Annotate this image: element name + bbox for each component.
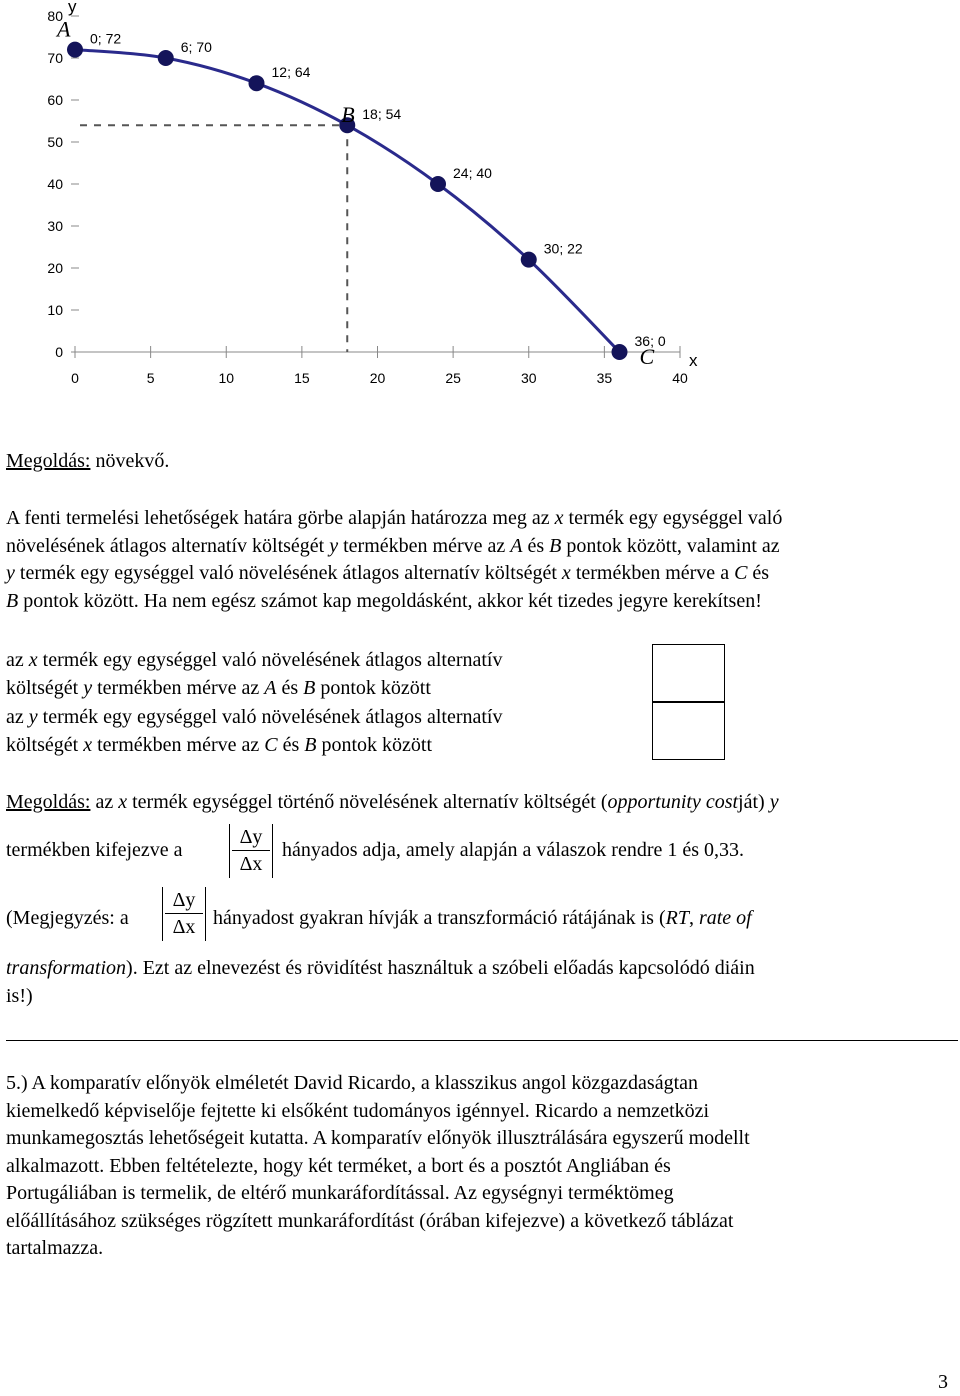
y-tick-label: 20 (47, 260, 63, 276)
section-5 (6, 1070, 951, 1263)
data-label: 0; 72 (90, 30, 122, 47)
x-axis-title: x (689, 351, 698, 370)
section-5-line: munkamegosztás lehetőségeit kutatta. A komparatív előnyök illusztrálására egyszerű modellt (6, 1127, 750, 1149)
data-label: 6; 70 (180, 39, 212, 55)
point-letter: C (639, 344, 655, 369)
note-line-2: transformation). Ezt az elnevezést és rövidítést használtuk a szóbeli előadás kapcsolódó diáin is!) (6, 957, 755, 1007)
note-fraction-numerator: Δy (165, 887, 203, 914)
task-paragraph (6, 505, 951, 615)
solution-2-line-1: Megoldás: az x termék egységgel történő növelésének alternatív költségét (opportunity costját) y (6, 791, 779, 813)
data-point (249, 75, 265, 91)
section-divider (6, 1040, 958, 1041)
x-tick-label: 30 (520, 370, 537, 386)
solution-2-text-a: termékben kifejezve a (6, 839, 183, 861)
y-tick-label: 30 (47, 218, 63, 234)
x-tick-label: 40 (672, 370, 688, 386)
point-letter: A (57, 16, 71, 42)
task-line-3: y termék egy egységgel való növelésének átlagos alternatív költségét x termékben mérve a C és (6, 562, 770, 584)
data-label: 30; 22 (543, 240, 583, 257)
data-point (612, 344, 628, 360)
question-2-line-1: az y termék egy egységgel való növelésének átlagos alternatív (6, 706, 503, 728)
data-point (67, 42, 83, 58)
x-tick-label: 5 (146, 370, 155, 386)
x-tick-label: 0 (71, 370, 79, 386)
y-tick-label: 70 (47, 50, 63, 66)
data-point (430, 176, 446, 192)
fraction-bracket-left (229, 824, 230, 878)
task-line-1: A fenti termelési lehetőségek határa görbe alapján határozza meg az x termék egy egységgel való (6, 507, 783, 529)
answer-box-2[interactable] (652, 702, 725, 760)
solution-1 (6, 448, 951, 476)
data-point (158, 50, 174, 66)
x-tick-label: 15 (294, 370, 310, 386)
data-point (521, 252, 537, 268)
chart-axes (71, 16, 680, 358)
y-axis-title: y (68, 0, 77, 16)
point-letter: B (341, 102, 355, 128)
fraction-bracket-right (272, 824, 273, 878)
fraction-numerator: Δy (232, 824, 270, 851)
production-possibilities-chart (0, 0, 960, 400)
y-tick-label: 40 (47, 176, 63, 192)
answer-box-1[interactable] (652, 644, 725, 702)
guide-lines (80, 125, 347, 352)
data-label: 36; 0 (634, 333, 666, 349)
y-tick-label: 80 (47, 8, 63, 24)
question-1 (6, 647, 646, 702)
note-text-b: hányadost gyakran hívják a transzformáció rátájának is (RT, rate of (213, 907, 752, 929)
x-tick-label: 25 (445, 370, 461, 386)
x-tick-label: 20 (369, 370, 386, 386)
data-label: 18; 54 (362, 106, 402, 123)
x-tick-label: 10 (218, 370, 235, 386)
page-number: 3 (938, 1371, 948, 1393)
task-line-2: növelésének átlagos alternatív költségét y termékben mérve az A és B pontok között, valamint az (6, 534, 780, 557)
y-tick-label: 10 (47, 302, 63, 318)
section-5-line: előállításához szükséges rögzített munkaráfordítást (órában kifejezve) a következő táblázat (6, 1209, 734, 1232)
question-2 (6, 704, 646, 759)
section-5-line: kiemelkedő képviselője fejtette ki elsőként tudományos igénnyel. Ricardo a nemzetközi (6, 1099, 710, 1122)
task-line-4: B pontok között. Ha nem egész számot kap megoldásként, akkor két tizedes jegyre kerekítsen! (6, 589, 762, 612)
y-tick-label: 60 (47, 92, 63, 108)
y-tick-label: 0 (55, 344, 63, 360)
section-5-line: Portugáliában is termelik, de eltérő munkaráfordítással. Az egységnyi terméktömeg (6, 1182, 674, 1204)
solution-1-label: Megoldás: (6, 450, 91, 472)
note-bracket-right (205, 887, 206, 941)
section-5-line: 5.) A komparatív előnyök elméletét David Ricardo, a klasszikus angol közgazdaságtan (6, 1072, 699, 1094)
note-fraction (165, 887, 203, 940)
note-text-a: (Megjegyzés: a (6, 907, 129, 929)
data-label: 24; 40 (453, 165, 492, 181)
fraction-denominator: Δx (239, 853, 263, 875)
x-tick-label: 35 (596, 370, 613, 386)
solution-2-fraction (232, 824, 270, 877)
solution-2-text-b: hányados adja, amely alapján a válaszok rendre 1 és 0,33. (282, 839, 745, 861)
question-1-line-1: az x termék egy egységgel való növelésének átlagos alternatív (6, 649, 503, 671)
solution-2-label: Megoldás: (6, 791, 91, 813)
chart-labels (47, 0, 698, 386)
y-tick-label: 50 (47, 134, 63, 150)
question-1-line-2: költségét y termékben mérve az A és B pontok között (6, 676, 431, 699)
note-bracket-left (162, 887, 163, 941)
solution-1-text: növekvő. (90, 450, 170, 472)
question-2-line-2: költségét x termékben mérve az C és B pontok között (6, 733, 433, 756)
data-label: 12; 64 (271, 64, 311, 81)
note-fraction-denominator: Δx (172, 916, 196, 938)
section-5-line: alkalmazott. Ebben feltételezte, hogy két terméket, a bort és a posztót Angliában és (6, 1154, 671, 1177)
section-5-line: tartalmazza. (6, 1237, 104, 1259)
